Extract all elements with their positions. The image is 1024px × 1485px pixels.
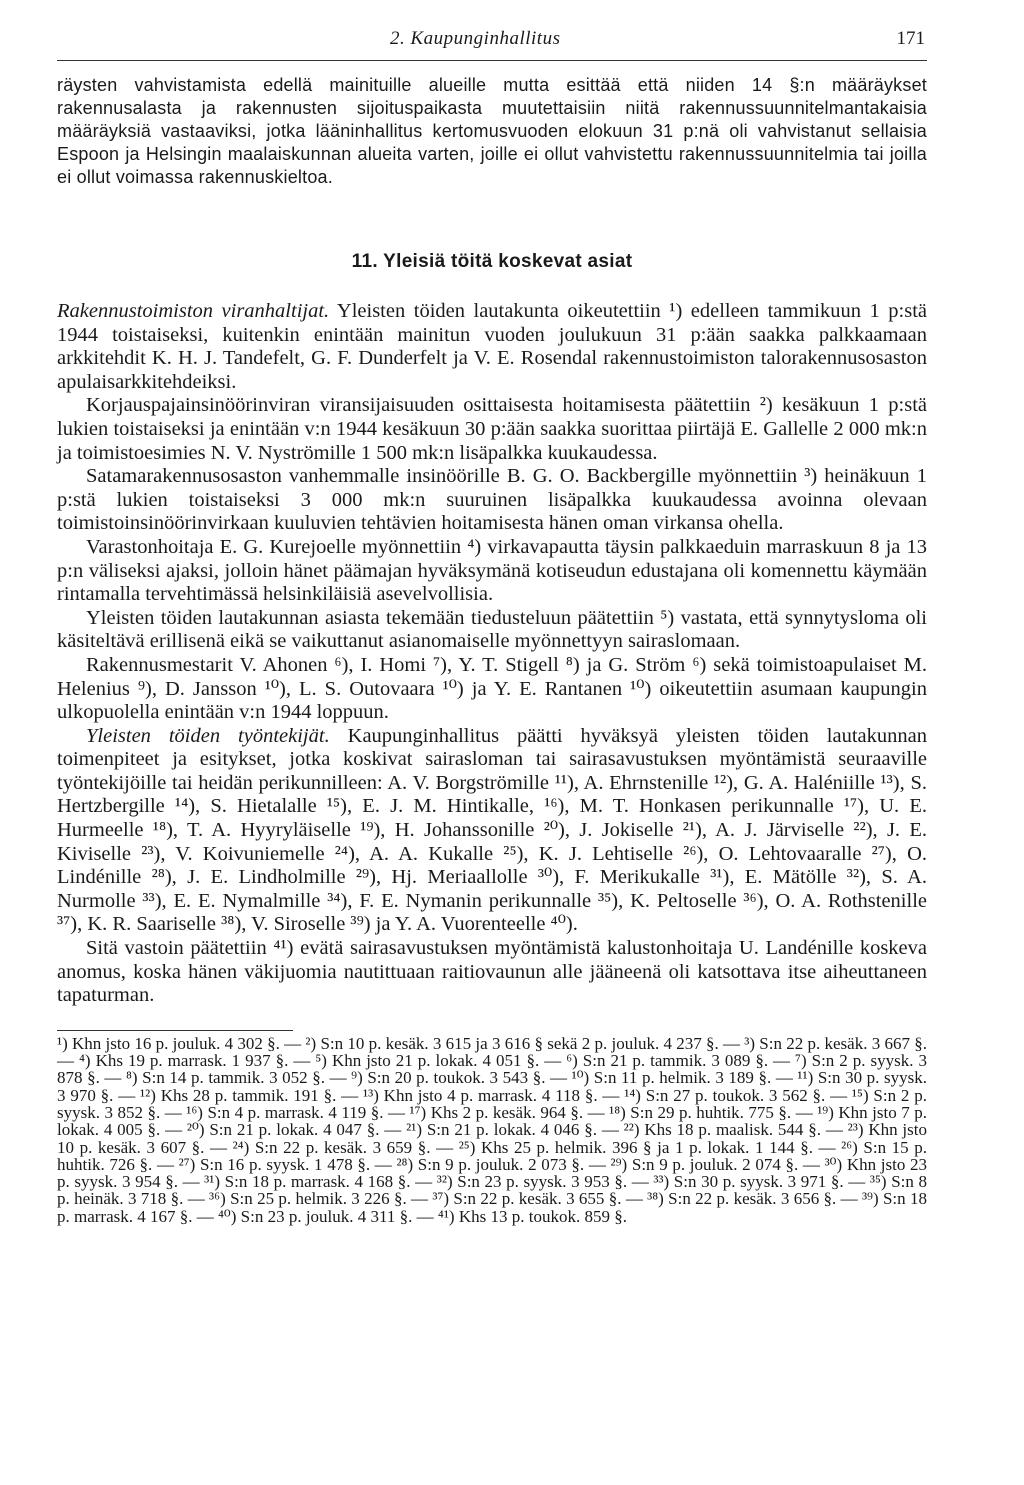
intro-paragraph-block: [57, 74, 927, 189]
paragraph-text: Varastonhoitaja E. G. Kurejoelle myönnettiin ⁴) virkavapautta täysin palkkaeduin marraskuun 8 ja 13 p:n väliseksi ajaksi, jolloin hänet päämajan hyväksymänä kotiseudun edustajana oli komennettu käymään rintamalla tervehtimässä helsinkiläisiä asevelvollisia.: [57, 535, 927, 606]
paragraph-text: Satamarakennusosaston vanhemmalle insinöörille B. G. O. Backbergille myönnettiin ³) heinäkuun 1 p:stä lukien toistaiseksi 3 000 mk:n suuruinen lisäpalkka kuukaudessa avoinna olevaan toimistoinsinöörinvirkaan kuuluvien tehtävien hoitamisesta hänen oman virkansa ohella.: [57, 465, 927, 535]
footnote-divider: [57, 1030, 293, 1031]
paragraph-text: Kaupunginhallitus päätti hyväksyä yleisten töiden lautakunnan toimenpiteet ja esitykset, jotka koskivat sairasloman tai sairasavustuksen myöntämistä seuraaville työntekijöille tai heidän perikunnilleen: A. V. Borgströmille ¹¹), A. Ehrnstenille ¹²), G. A. Haléniille ¹³), S. Hertzbergille ¹⁴), S. Hietalalle ¹⁵), E. J. M. Hintikalle, ¹⁶), M. T. Honkasen perikunnalle ¹⁷), U. E. Hurmeelle ¹⁸), T. A. Hyyryläiselle ¹⁹), H. Johanssonille ²⁰), J. Jokiselle ²¹), A. J. Järviselle ²²), J. E. Kiviselle ²³), V. Koivuniemelle ²⁴), A. A. Kukalle ²⁵), K. J. Lehtiselle ²⁶), O. Lehtovaaralle ²⁷), O. Lindénille ²⁸), J. E. Lindholmille ²⁹), Hj. Meriaallolle ³⁰), F. Merikukalle ³¹), E. Mätölle ³²), S. A. Nurmolle ³³), E. E. Nymalmille ³⁴), F. E. Nymanin perikunnalle ³⁵), K. Peltoselle ³⁶), O. A. Rothstenille ³⁷), K. R. Saariselle ³⁸), V. Siroselle ³⁹) ja Y. A. Vuorenteelle ⁴⁰).: [57, 724, 927, 936]
intro-paragraph: räysten vahvistamista edellä mainituille alueille mutta esittää että niiden 14 §:n määräykset rakennusalasta ja rakennusten sijoituspaikasta muutettaisiin niitä rakennussuunnitelmantakaisia määräyksiä vastaaviksi, jotka lääninhallitus kertomusvuoden elokuun 31 p:nä oli vahvistanut sellaisia Espoon ja Helsingin maalaiskunnan alueita varten, joille ei ollut vahvistettu rakennussuunnitelmia tai joilla ei ollut voimassa rakennuskieltoa.: [57, 75, 927, 187]
paragraph-text: Yleisten töiden lautakunta oikeutettiin ¹) edelleen tammikuun 1 p:stä 1944 toistaiseksi, kuitenkin enintään mainitun vuoden joulukuun 31 p:ään saakka palkkaamaan arkkitehdit K. H. J. Tandefelt, G. F. Dunderfelt ja V. E. Rosendal rakennustoimiston talorakennusosaston apulaisarkkitehdeiksi.: [57, 300, 927, 393]
paragraph: [57, 937, 927, 1008]
page-number: 171: [896, 28, 925, 49]
paragraph: [57, 607, 927, 654]
paragraph: [57, 536, 927, 607]
paragraph: [57, 394, 927, 465]
paragraph: [57, 300, 927, 394]
running-header: [57, 22, 927, 61]
footnote-text: ¹) Khn jsto 16 p. jouluk. 4 302 §. — ²) S:n 10 p. kesäk. 3 615 ja 3 616 § sekä 2 p. jouluk. 4 237 §. — ³) S:n 22 p. kesäk. 3 667 §. — ⁴) Khs 19 p. marrask. 1 937 §. — ⁵) Khn jsto 21 p. lokak. 4 051 §. — ⁶) S:n 21 p. tammik. 3 089 §. — ⁷) S:n 2 p. syysk. 3 878 §. — ⁸) S:n 14 p. tammik. 3 052 §. — ⁹) S:n 20 p. toukok. 3 543 §. — ¹⁰) S:n 11 p. helmik. 3 189 §. — ¹¹) S:n 30 p. syysk. 3 970 §. — ¹²) Khs 28 p. tammik. 191 §. — ¹³) Khn jsto 4 p. marrask. 4 118 §. — ¹⁴) S:n 27 p. toukok. 3 562 §. — ¹⁵) S:n 2 p. syysk. 3 852 §. — ¹⁶) S:n 4 p. marrask. 4 119 §. — ¹⁷) Khs 2 p. kesäk. 964 §. — ¹⁸) S:n 29 p. huhtik. 775 §. — ¹⁹) Khn jsto 7 p. lokak. 4 005 §. — ²⁰) S:n 21 p. lokak. 4 047 §. — ²¹) S:n 21 p. lokak. 4 046 §. — ²²) Khs 18 p. maalisk. 544 §. — ²³) Khn jsto 10 p. kesäk. 3 607 §. — ²⁴) S:n 22 p. kesäk. 3 659 §. — ²⁵) Khs 25 p. helmik. 396 § ja 1 p. lokak. 1 144 §. — ²⁶) S:n 15 p. huhtik. 726 §. — ²⁷) S:n 16 p. syysk. 1 478 §. — ²⁸) S:n 9 p. jouluk. 2 073 §. — ²⁹) S:n 9 p. jouluk. 2 074 §. — ³⁰) Khn jsto 23 p. syysk. 3 954 §. — ³¹) S:n 18 p. marrask. 4 168 §. — ³²) S:n 23 p. syysk. 3 953 §. — ³³) S:n 30 p. syysk. 3 971 §. — ³⁵) S:n 8 p. heinäk. 3 718 §. — ³⁶) S:n 25 p. helmik. 3 226 §. — ³⁷) S:n 22 p. kesäk. 3 655 §. — ³⁸) S:n 22 p. kesäk. 3 656 §. — ³⁹) S:n 18 p. marrask. 4 167 §. — ⁴⁰) S:n 23 p. jouluk. 4 311 §. — ⁴¹) Khs 13 p. toukok. 859 §.: [57, 1033, 927, 1226]
paragraph-text: Sitä vastoin päätettiin ⁴¹) evätä sairasavustuksen myöntämistä kalustonhoitaja U. Landénille koskeva anomus, koska hänen väkijuomia nautittuaan raitiovaunun alle jääneenä oli katsottava itse aiheuttaneen tapaturman.: [57, 937, 927, 1007]
paragraph: [57, 654, 927, 725]
footnotes: [57, 1035, 927, 1225]
paragraph-lead: Yleisten töiden työntekijät.: [86, 724, 330, 747]
paragraph-lead: Rakennustoimiston viranhaltijat.: [57, 300, 330, 322]
paragraph: [57, 465, 927, 536]
paragraph: [57, 725, 927, 937]
paragraph-text: Rakennusmestarit V. Ahonen ⁶), I. Homi ⁷), Y. T. Stigell ⁸) ja G. Ström ⁶) sekä toimistoapulaiset M. Helenius ⁹), D. Jansson ¹⁰), L. S. Outovaara ¹⁰) ja Y. E. Rantanen ¹⁰) oikeutettiin asumaan kaupungin ulkopuolella enintään v:n 1944 loppuun.: [57, 653, 927, 724]
header-title: 2. Kaupunginhallitus: [390, 28, 561, 49]
section-heading: 11. Yleisiä töitä koskevat asiat: [351, 251, 633, 272]
paragraph-text: Yleisten töiden lautakunnan asiasta tekemään tiedusteluun päätettiin ⁵) vastata, että synnytysloma oli käsiteltävä erillisenä eikä se vaikuttanut asianomaiselle myönnettyyn sairaslomaan.: [57, 606, 927, 653]
section-body: [57, 300, 927, 1008]
paragraph-text: Korjauspajainsinöörinviran viransijaisuuden osittaisesta hoitamisesta päätettiin ²) kesäkuun 1 p:stä lukien toistaiseksi ja enintään v:n 1944 kesäkuun 30 p:ään saakka suorittaa piirtäjä E. Gallelle 2 000 mk:n ja toimistoesimies N. V. Nyströmille 1 500 mk:n lisäpalkka kuukaudessa.: [57, 394, 927, 464]
document-page: [57, 22, 927, 1225]
